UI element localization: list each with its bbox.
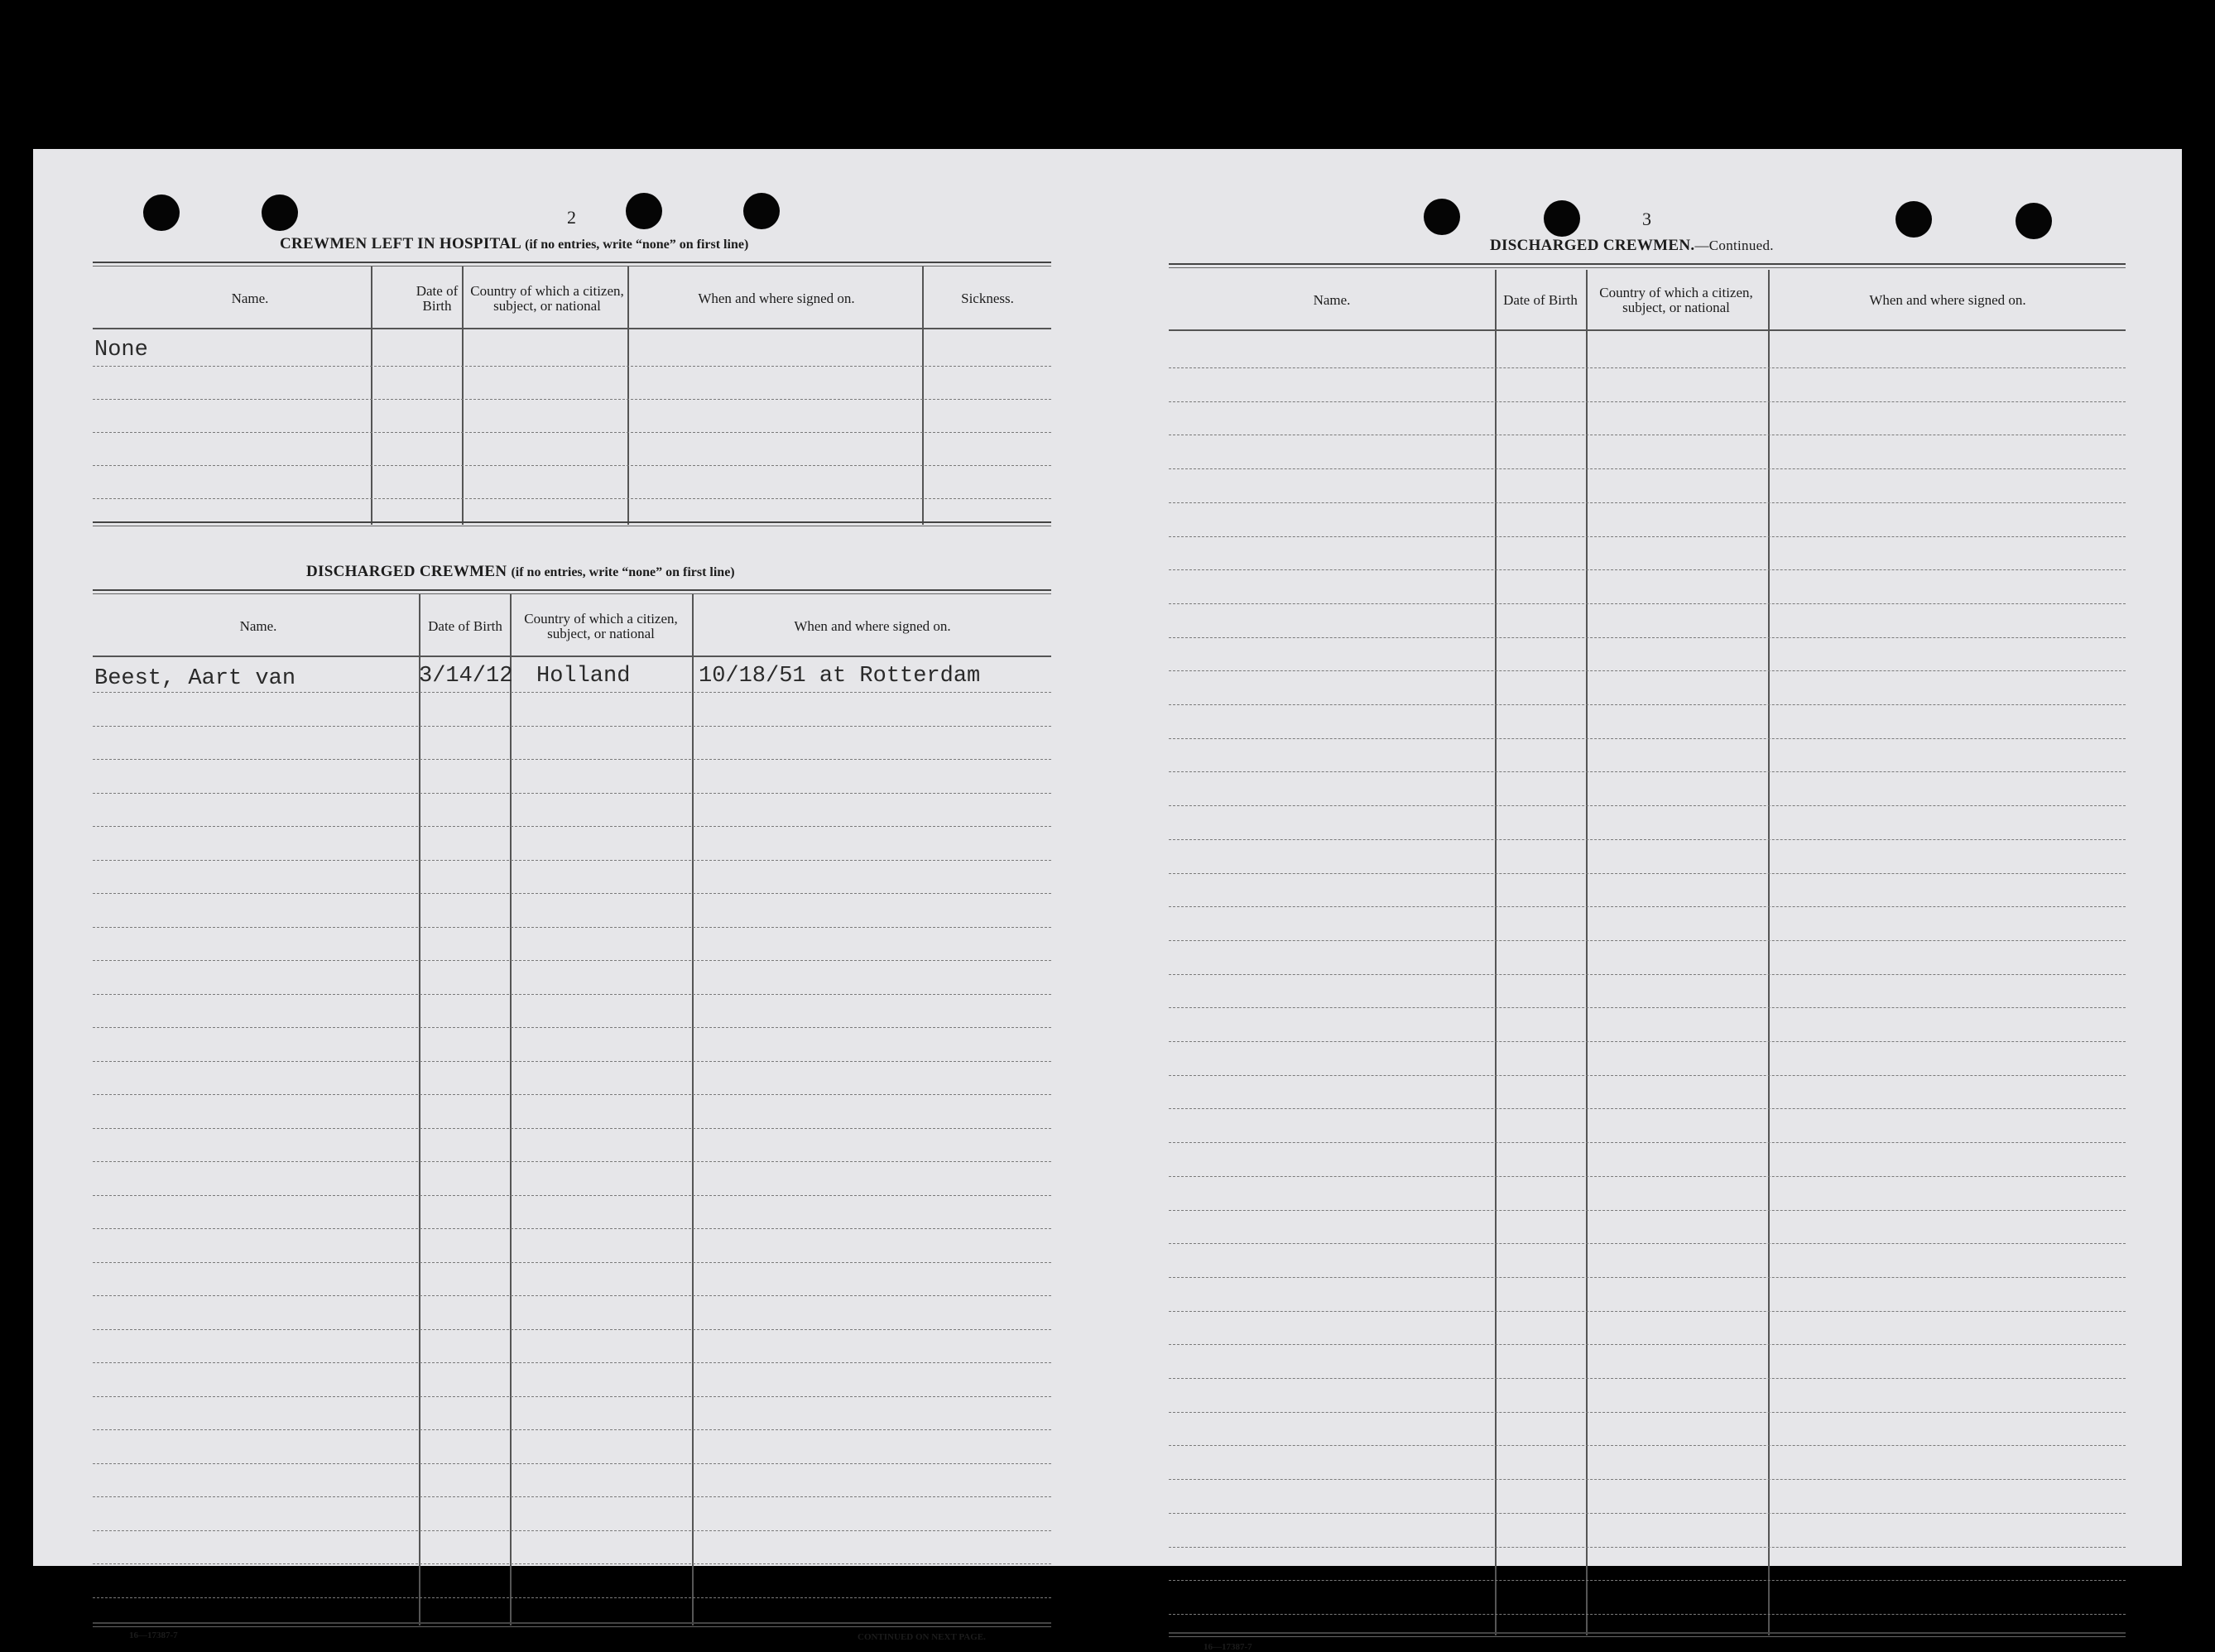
entry-line xyxy=(1169,873,2126,874)
discharged-title-text: DISCHARGED CREWMEN xyxy=(306,563,507,580)
right-header-name: Name. xyxy=(1313,292,1351,309)
entry-line xyxy=(93,960,1051,961)
entry-line xyxy=(1169,771,2126,772)
entry-line xyxy=(93,1195,1051,1196)
punch-hole xyxy=(1544,200,1580,237)
hospital-title-note: (if no entries, write “none” on first line) xyxy=(525,238,749,252)
entry-line xyxy=(1169,940,2126,941)
column-divider xyxy=(510,594,512,1626)
discharged-continued-title-text: DISCHARGED CREWMEN. xyxy=(1490,237,1695,254)
hospital-header-name: Name. xyxy=(231,291,269,307)
punch-hole xyxy=(143,194,180,231)
entry-line xyxy=(1169,1075,2126,1076)
right-header-signed: When and where signed on. xyxy=(1869,292,2026,309)
right-top-rule xyxy=(1169,263,2126,268)
entry-line xyxy=(1169,1176,2126,1177)
column-divider xyxy=(371,267,372,525)
entry-line xyxy=(93,1161,1051,1162)
punch-hole xyxy=(1895,201,1932,238)
discharged-top-rule xyxy=(93,589,1051,594)
column-divider xyxy=(1586,270,1588,1635)
hospital-header-country: Country of which a citizen, subject, or national xyxy=(470,283,624,314)
entry-line xyxy=(93,1262,1051,1263)
continued-note: CONTINUED ON NEXT PAGE. xyxy=(858,1632,986,1642)
entry-line xyxy=(93,692,1051,693)
punch-hole xyxy=(2016,203,2052,239)
page-number: 3 xyxy=(1642,209,1651,229)
hospital-section-title xyxy=(280,235,748,253)
entry-line xyxy=(93,1563,1051,1564)
entry-line xyxy=(93,1362,1051,1363)
entry-line xyxy=(1169,906,2126,907)
column-divider xyxy=(627,267,629,525)
discharged-entry-country: Holland xyxy=(536,664,631,689)
hospital-header-dob: Date of Birth xyxy=(416,283,459,314)
entry-line xyxy=(1169,502,2126,503)
entry-line xyxy=(93,366,1051,367)
entry-line xyxy=(93,432,1051,433)
entry-line xyxy=(93,1295,1051,1296)
discharged-header-rule xyxy=(93,656,1051,657)
discharged-bottom-rule xyxy=(93,1622,1051,1627)
entry-line xyxy=(1169,1041,2126,1042)
entry-line xyxy=(1169,1142,2126,1143)
entry-line xyxy=(1169,1277,2126,1278)
entry-line xyxy=(93,1094,1051,1095)
entry-line xyxy=(93,498,1051,499)
entry-line xyxy=(93,1496,1051,1497)
entry-line xyxy=(93,994,1051,995)
entry-line xyxy=(93,893,1051,894)
discharged-header-name: Name. xyxy=(239,618,277,635)
entry-line xyxy=(1169,1513,2126,1514)
entry-line xyxy=(93,1597,1051,1598)
discharged-header-country: Country of which a citizen, subject, or national xyxy=(524,611,678,641)
discharged-continued-suffix: —Continued. xyxy=(1694,238,1774,253)
entry-line xyxy=(1169,1445,2126,1446)
entry-line xyxy=(1169,738,2126,739)
entry-line xyxy=(93,793,1051,794)
entry-line xyxy=(1169,1547,2126,1548)
column-divider xyxy=(1495,270,1497,1635)
column-divider xyxy=(692,594,694,1626)
entry-line xyxy=(1169,367,2126,368)
entry-line xyxy=(93,927,1051,928)
entry-line xyxy=(93,1128,1051,1129)
hospital-title-text: CREWMEN LEFT IN HOSPITAL xyxy=(280,235,521,252)
entry-line xyxy=(1169,536,2126,537)
hospital-header-sickness: Sickness. xyxy=(961,291,1014,307)
entry-line xyxy=(93,860,1051,861)
entry-line xyxy=(93,1530,1051,1531)
entry-line xyxy=(1169,1614,2126,1615)
entry-line xyxy=(1169,1412,2126,1413)
discharged-entry-name: Beest, Aart van xyxy=(94,666,296,691)
entry-line xyxy=(1169,401,2126,402)
right-header-dob: Date of Birth xyxy=(1503,292,1578,309)
form-number: 16—17387-7 xyxy=(1204,1642,1252,1652)
column-divider xyxy=(419,594,420,1626)
hospital-header-rule xyxy=(93,328,1051,329)
right-header-country: Country of which a citizen, subject, or national xyxy=(1599,285,1753,315)
form-number: 16—17387-7 xyxy=(129,1630,178,1640)
entry-line xyxy=(93,1396,1051,1397)
discharged-section-title xyxy=(306,563,735,581)
right-header-rule xyxy=(1169,329,2126,331)
entry-line xyxy=(1169,1243,2126,1244)
discharged-entry-dob: 3/14/12 xyxy=(419,664,513,689)
discharged-header-dob: Date of Birth xyxy=(428,618,502,635)
hospital-header-signed: When and where signed on. xyxy=(698,291,855,307)
entry-line xyxy=(1169,1580,2126,1581)
entry-line xyxy=(1169,637,2126,638)
entry-line xyxy=(93,1027,1051,1028)
hospital-bottom-rule xyxy=(93,521,1051,526)
entry-line xyxy=(1169,1344,2126,1345)
column-divider xyxy=(922,267,924,525)
right-bottom-rule xyxy=(1169,1632,2126,1637)
discharged-entry-signed: 10/18/51 at Rotterdam xyxy=(699,664,981,689)
entry-line xyxy=(93,726,1051,727)
entry-line xyxy=(93,399,1051,400)
entry-line xyxy=(1169,603,2126,604)
entry-line xyxy=(93,1463,1051,1464)
entry-line xyxy=(93,1429,1051,1430)
entry-line xyxy=(93,1329,1051,1330)
entry-line xyxy=(1169,1479,2126,1480)
entry-line xyxy=(93,465,1051,466)
document-sheet xyxy=(33,149,2182,1652)
entry-line xyxy=(1169,805,2126,806)
entry-line xyxy=(1169,1007,2126,1008)
column-divider xyxy=(462,267,464,525)
punch-hole xyxy=(743,193,780,229)
discharged-continued-title xyxy=(1490,237,1774,255)
punch-hole xyxy=(626,193,662,229)
discharged-title-note: (if no entries, write “none” on first line) xyxy=(511,565,735,579)
entry-line xyxy=(1169,670,2126,671)
entry-line xyxy=(1169,569,2126,570)
entry-line xyxy=(1169,1210,2126,1211)
hospital-entry-name: None xyxy=(94,338,148,363)
punch-hole xyxy=(1424,199,1460,235)
entry-line xyxy=(93,1228,1051,1229)
entry-line xyxy=(93,1061,1051,1062)
entry-line xyxy=(93,826,1051,827)
entry-line xyxy=(1169,839,2126,840)
entry-line xyxy=(1169,974,2126,975)
punch-hole xyxy=(262,194,298,231)
entry-line xyxy=(1169,1311,2126,1312)
entry-line xyxy=(1169,1108,2126,1109)
hospital-top-rule xyxy=(93,262,1051,267)
discharged-header-signed: When and where signed on. xyxy=(794,618,951,635)
entry-line xyxy=(93,759,1051,760)
page-number: 2 xyxy=(567,207,576,228)
entry-line xyxy=(1169,468,2126,469)
entry-line xyxy=(1169,1378,2126,1379)
entry-line xyxy=(1169,704,2126,705)
column-divider xyxy=(1768,270,1770,1635)
